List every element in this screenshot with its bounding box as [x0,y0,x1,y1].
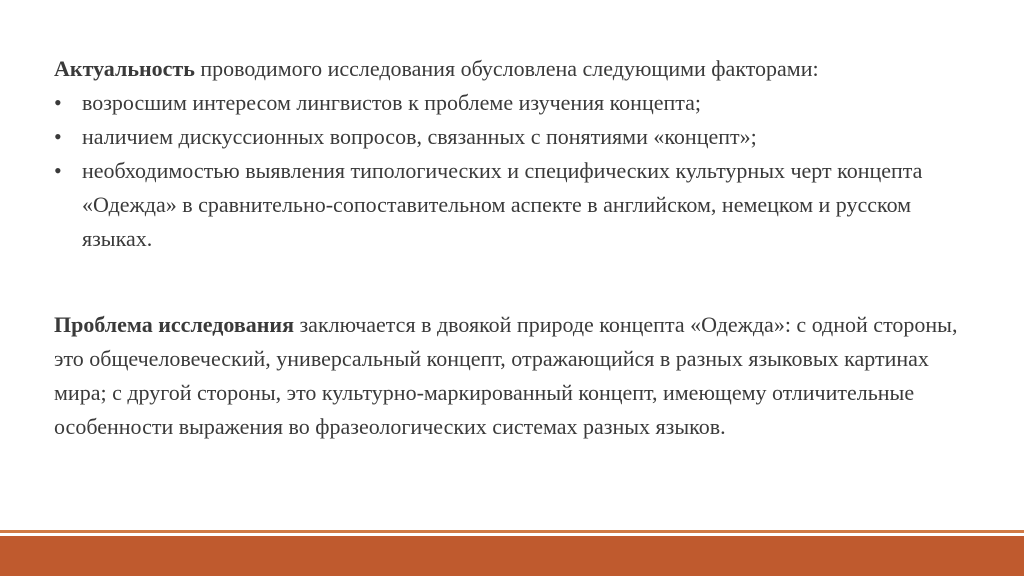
problem-lead: Проблема исследования [54,312,294,337]
list-item [54,86,984,120]
problem-paragraph [54,308,984,444]
problem-text: заключается в двоякой природе концепта «Одежда»: с одной стороны, это общечеловеческий, универсальный концепт, отражающийся в разных языковых картинах мира; с другой стороны, это культурно-маркированный концепт, имеющему отличительные особенности выражения во фразеологических системах разных языков. [54,312,958,439]
section-spacer [54,256,984,308]
relevance-paragraph [54,52,984,86]
list-item-text: наличием дискуссионных вопросов, связанных с понятиями «концепт»; [82,124,757,149]
list-item [54,120,984,154]
bullet-icon: • [54,90,62,115]
list-item-text: необходимостью выявления типологических и специфических культурных черт концепта «Одежда» в сравнительно-сопоставительном аспекте в английском, немецком и русском языках. [82,158,923,251]
bullet-icon: • [54,124,62,149]
slide-content [54,52,984,444]
footer-thin-bar [0,530,1024,533]
relevance-factors-list [54,86,984,256]
bullet-icon: • [54,158,62,183]
relevance-lead: Актуальность [54,56,195,81]
list-item [54,154,984,256]
footer-accent-bar [0,536,1024,576]
list-item-text: возросшим интересом лингвистов к проблеме изучения концепта; [82,90,702,115]
relevance-text: проводимого исследования обусловлена следующими факторами: [194,56,819,81]
